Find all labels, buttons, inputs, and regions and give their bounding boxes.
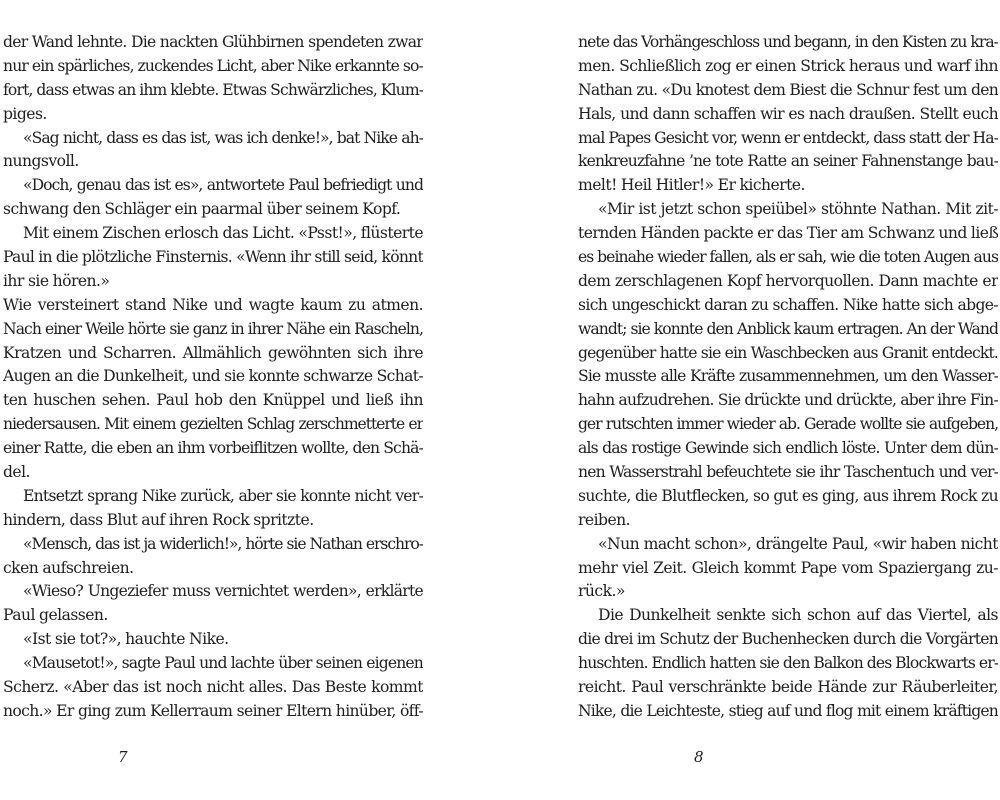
text-line: «Mausetot!», sagte Paul und lachte über seinen eigenen	[23, 654, 423, 673]
text-line: Sie musste alle Kräfte zusammennehmen, um den Wasser-	[578, 367, 998, 386]
text-line: schwang den Schläger ein paarmal über seinem Kopf.	[3, 200, 401, 219]
text-line: Kratzen und Scharren. Allmählich gewöhnten sich ihre	[3, 343, 423, 362]
text-line: ternden Händen packte er das Tier am Schwanz und ließ	[578, 224, 998, 243]
text-line: rück.»	[578, 582, 625, 601]
left-page-text	[3, 31, 423, 724]
text-line: sich ungeschickt daran zu schaffen. Nike hatte sich abge-	[578, 295, 998, 314]
text-line: noch.» Er ging zum Kellerraum seiner Eltern hinüber, öff-	[3, 701, 423, 720]
text-line: «Nun macht schon», drängelte Paul, «wir haben nicht	[598, 534, 998, 553]
text-line: Entsetzt sprang Nike zurück, aber sie konnte nicht ver-	[23, 486, 423, 505]
text-line: «Ist sie tot?», hauchte Nike.	[23, 630, 229, 649]
text-line: Augen an die Dunkelheit, und sie konnte schwarze Schat-	[3, 367, 423, 386]
text-line: reiben.	[578, 510, 631, 529]
text-line: Mit einem Zischen erlosch das Licht. «Psst!», flüsterte	[23, 224, 423, 243]
text-line: «Mensch, das ist ja widerlich!», hörte sie Nathan erschro-	[23, 534, 423, 553]
text-line: es beinahe wieder fallen, als er sah, wie die toten Augen aus	[578, 248, 998, 267]
text-line: niedersausen. Mit einem gezielten Schlag zerschmetterte er	[3, 415, 423, 434]
text-line: kenkreuzfahne ’ne tote Ratte an seiner Fahnenstange bau-	[578, 152, 998, 171]
text-line: «Sag nicht, dass es das ist, was ich denke!», bat Nike ah-	[23, 128, 423, 147]
text-line: suchte, die Blutflecken, so gut es ging, aus ihrem Rock zu	[578, 486, 998, 505]
text-line: piges.	[3, 104, 47, 123]
text-line: mehr viel Zeit. Gleich kommt Pape vom Spaziergang zu-	[578, 558, 998, 577]
text-line: fort, dass etwas an ihm klebte. Etwas Schwärzliches, Klum-	[3, 80, 423, 99]
text-line: melt! Heil Hitler!» Er kicherte.	[578, 176, 805, 195]
text-line: huschten. Endlich hatten sie den Balkon des Blockwarts er-	[578, 654, 998, 673]
text-line: ger rutschten immer wieder ab. Gerade wollte sie aufgeben,	[578, 415, 998, 434]
text-line: ten huschen sehen. Paul hob den Knüppel und ließ ihn	[3, 391, 423, 410]
right-page-number: 8	[694, 748, 704, 766]
text-line: «Doch, genau das ist es», antwortete Paul befriedigt und	[23, 176, 423, 195]
text-line: nur ein spärliches, zuckendes Licht, aber Nike erkannte so-	[3, 56, 423, 75]
text-line: Die Dunkelheit senkte sich schon auf das Viertel, als	[598, 606, 998, 625]
text-line: Nike, die Leichteste, stieg auf und flog mit einem kräftigen	[578, 701, 998, 720]
text-line: Hals, und dann schaffen wir es nach draußen. Stellt euch	[578, 104, 998, 123]
text-line: Nathan zu. «Du knotest dem Biest die Schnur fest um den	[578, 80, 998, 99]
text-line: «Mir ist jetzt schon speiübel» stöhnte Nathan. Mit zit-	[598, 200, 998, 219]
text-line: hindern, dass Blut auf ihren Rock spritzte.	[3, 510, 314, 529]
text-line: Paul in die plötzliche Finsternis. «Wenn ihr still seid, könnt	[3, 248, 423, 267]
text-line: cken aufschreien.	[3, 558, 134, 577]
text-line: reicht. Paul verschränkte beide Hände zur Räuberleiter,	[578, 678, 998, 697]
text-line: del.	[3, 463, 30, 482]
text-line: nen Wasserstrahl befeuchtete sie ihr Taschentuch und ver-	[578, 463, 998, 482]
left-page-number: 7	[118, 748, 128, 766]
text-line: gegenüber hatte sie ein Waschbecken aus Granit entdeckt.	[578, 343, 998, 362]
text-line: nete das Vorhängeschloss und begann, in den Kisten zu kra-	[578, 33, 998, 51]
text-line: Wie versteinert stand Nike und wagte kaum zu atmen.	[3, 295, 423, 314]
text-line: Paul gelassen.	[3, 606, 108, 625]
text-line: einer Ratte, die eben an ihm vorbeiflitzen wollte, den Schä-	[3, 439, 423, 458]
text-line: wandt; sie konnte den Anblick kaum ertragen. An der Wand	[578, 319, 998, 338]
text-line: als das rostige Gewinde sich endlich löste. Unter dem dün-	[578, 439, 998, 458]
text-line: mal Papes Gesicht vor, wenn er entdeckt, dass statt der Ha-	[578, 128, 998, 147]
text-line: dem zerschlagenen Kopf hervorquollen. Dann machte er	[578, 271, 998, 290]
text-line: men. Schließlich zog er einen Strick heraus und warf ihn	[578, 56, 998, 75]
text-line: Nach einer Weile hörte sie ganz in ihrer Nähe ein Rascheln,	[3, 319, 423, 338]
text-line: nungsvoll.	[3, 152, 79, 171]
text-line: «Wieso? Ungeziefer muss vernichtet werden», erklärte	[23, 582, 423, 601]
right-page-text	[578, 31, 998, 724]
text-line: hahn aufzudrehen. Sie drückte und drückte, aber ihre Fin-	[578, 391, 998, 410]
text-line: ihr sie hören.»	[3, 271, 110, 290]
text-line: die drei im Schutz der Buchenhecken durch die Vorgärten	[578, 630, 998, 649]
text-line: Scherz. «Aber das ist noch nicht alles. Das Beste kommt	[3, 678, 423, 697]
text-line: der Wand lehnte. Die nackten Glühbirnen spendeten zwar	[3, 33, 423, 51]
